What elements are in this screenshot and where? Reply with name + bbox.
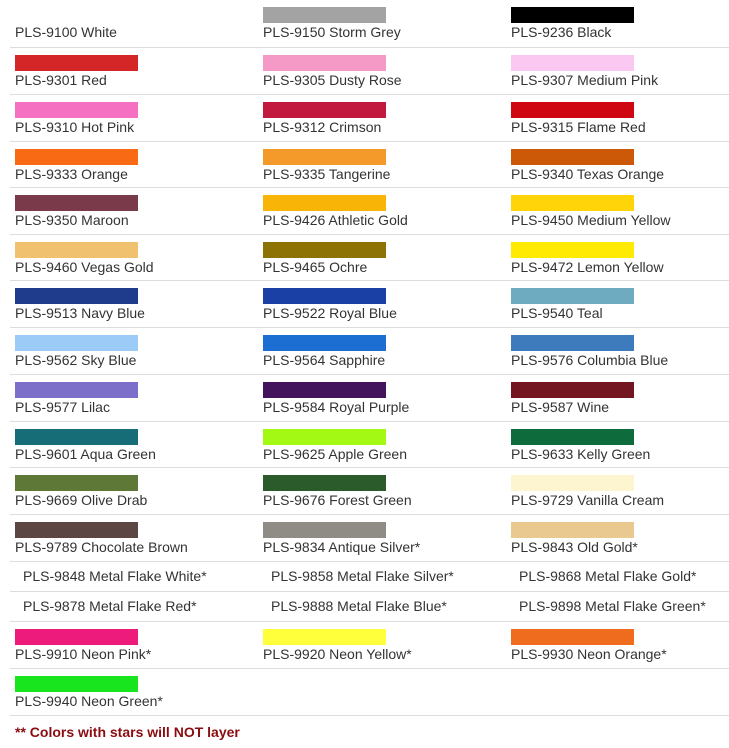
color-cell — [10, 48, 258, 94]
color-swatch — [263, 55, 386, 71]
color-label: PLS-9848 Metal Flake White* — [23, 568, 207, 584]
color-cell — [10, 562, 258, 591]
color-cell — [258, 562, 506, 591]
color-swatch — [511, 242, 634, 258]
color-row — [10, 515, 729, 562]
color-label: PLS-9150 Storm Grey — [263, 24, 401, 40]
color-cell — [258, 328, 506, 374]
color-swatch — [15, 242, 138, 258]
color-cell — [506, 562, 729, 591]
color-cell — [258, 0, 506, 47]
color-cell — [506, 48, 729, 94]
color-cell — [10, 375, 258, 421]
color-swatch — [511, 7, 634, 23]
color-label: PLS-9888 Metal Flake Blue* — [271, 598, 447, 614]
color-label: PLS-9465 Ochre — [263, 259, 368, 275]
color-label: PLS-9910 Neon Pink* — [15, 646, 152, 662]
color-label: PLS-9576 Columbia Blue — [511, 352, 669, 368]
color-cell — [506, 188, 729, 234]
color-label: PLS-9350 Maroon — [15, 212, 129, 228]
color-label: PLS-9333 Orange — [15, 166, 128, 182]
color-row — [10, 622, 729, 669]
color-label: PLS-9307 Medium Pink — [511, 72, 659, 88]
color-label: PLS-9100 White — [15, 24, 117, 40]
color-swatch — [15, 676, 138, 692]
color-label: PLS-9669 Olive Drab — [15, 492, 148, 508]
color-swatch — [511, 382, 634, 398]
color-cell — [506, 328, 729, 374]
color-label: PLS-9625 Apple Green — [263, 446, 407, 462]
color-cell — [258, 95, 506, 141]
color-label: PLS-9236 Black — [511, 24, 612, 40]
color-label: PLS-9878 Metal Flake Red* — [23, 598, 197, 614]
color-row — [10, 375, 729, 422]
color-swatch — [263, 629, 386, 645]
color-label: PLS-9562 Sky Blue — [15, 352, 137, 368]
color-swatch — [511, 149, 634, 165]
color-cell — [506, 95, 729, 141]
color-cell — [258, 592, 506, 621]
color-cell — [506, 422, 729, 467]
color-label: PLS-9633 Kelly Green — [511, 446, 651, 462]
color-row — [10, 592, 729, 622]
color-cell — [258, 235, 506, 280]
color-label: PLS-9426 Athletic Gold — [263, 212, 408, 228]
color-row — [10, 669, 729, 716]
color-cell — [10, 235, 258, 280]
color-swatch — [511, 102, 634, 118]
color-cell — [258, 622, 506, 668]
color-swatch — [263, 335, 386, 351]
color-cell — [258, 188, 506, 234]
color-cell — [506, 142, 729, 187]
color-row — [10, 0, 729, 48]
color-cell — [258, 422, 506, 467]
color-label: PLS-9676 Forest Green — [263, 492, 412, 508]
color-label: PLS-9577 Lilac — [15, 399, 110, 415]
color-swatch — [511, 522, 634, 538]
color-swatch — [511, 195, 634, 211]
color-label: PLS-9522 Royal Blue — [263, 305, 397, 321]
color-swatch — [511, 335, 634, 351]
footnote: ** Colors with stars will NOT layer — [15, 724, 240, 740]
color-row — [10, 142, 729, 188]
color-label: PLS-9472 Lemon Yellow — [511, 259, 664, 275]
color-cell — [10, 188, 258, 234]
color-label: PLS-9843 Old Gold* — [511, 539, 638, 555]
color-label: PLS-9335 Tangerine — [263, 166, 391, 182]
color-swatch — [263, 382, 386, 398]
color-cell — [10, 328, 258, 374]
color-cell — [10, 0, 258, 47]
color-swatch — [15, 288, 138, 304]
color-row — [10, 235, 729, 281]
color-cell — [258, 468, 506, 514]
color-row — [10, 422, 729, 468]
color-label: PLS-9729 Vanilla Cream — [511, 492, 665, 508]
color-cell — [10, 142, 258, 187]
color-swatch — [263, 102, 386, 118]
color-cell — [10, 669, 258, 715]
color-cell — [506, 375, 729, 421]
color-label: PLS-9601 Aqua Green — [15, 446, 156, 462]
color-cell — [258, 48, 506, 94]
color-cell — [10, 422, 258, 467]
color-label: PLS-9898 Metal Flake Green* — [519, 598, 706, 614]
color-cell — [10, 515, 258, 561]
color-swatch — [15, 195, 138, 211]
color-label: PLS-9834 Antique Silver* — [263, 539, 421, 555]
color-cell — [10, 281, 258, 327]
color-cell — [258, 375, 506, 421]
color-swatch — [263, 242, 386, 258]
color-cell — [506, 592, 729, 621]
color-cell — [10, 95, 258, 141]
color-swatch — [511, 475, 634, 491]
color-label: PLS-9584 Royal Purple — [263, 399, 410, 415]
color-label: PLS-9315 Flame Red — [511, 119, 646, 135]
color-cell — [506, 235, 729, 280]
color-swatch — [511, 55, 634, 71]
color-label: PLS-9312 Crimson — [263, 119, 382, 135]
color-label: PLS-9310 Hot Pink — [15, 119, 135, 135]
color-cell — [506, 0, 729, 47]
color-label: PLS-9513 Navy Blue — [15, 305, 145, 321]
color-swatch — [15, 335, 138, 351]
color-cell — [506, 622, 729, 668]
color-row — [10, 48, 729, 95]
color-swatch — [263, 522, 386, 538]
color-row — [10, 281, 729, 328]
color-label: PLS-9868 Metal Flake Gold* — [519, 568, 697, 584]
color-swatch — [15, 7, 138, 23]
color-swatch — [15, 629, 138, 645]
color-swatch — [511, 429, 634, 445]
color-cell — [10, 592, 258, 621]
color-label: PLS-9540 Teal — [511, 305, 603, 321]
color-label: PLS-9460 Vegas Gold — [15, 259, 154, 275]
color-cell — [506, 515, 729, 561]
color-row — [10, 468, 729, 515]
color-swatch — [15, 429, 138, 445]
color-cell — [10, 468, 258, 514]
color-cell — [258, 142, 506, 187]
color-swatch — [15, 475, 138, 491]
color-swatch — [15, 522, 138, 538]
color-swatch — [15, 55, 138, 71]
color-swatch — [15, 382, 138, 398]
color-label: PLS-9789 Chocolate Brown — [15, 539, 188, 555]
color-swatch — [263, 149, 386, 165]
color-label: PLS-9564 Sapphire — [263, 352, 386, 368]
color-row — [10, 188, 729, 235]
color-swatch — [511, 288, 634, 304]
color-swatch — [263, 429, 386, 445]
color-cell — [506, 281, 729, 327]
color-swatch — [263, 475, 386, 491]
color-cell — [258, 281, 506, 327]
color-swatch — [263, 288, 386, 304]
color-row — [10, 328, 729, 375]
color-swatch — [15, 149, 138, 165]
color-label: PLS-9301 Red — [15, 72, 107, 88]
color-label: PLS-9587 Wine — [511, 399, 610, 415]
color-swatch — [263, 195, 386, 211]
color-label: PLS-9940 Neon Green* — [15, 693, 163, 709]
color-label: PLS-9450 Medium Yellow — [511, 212, 671, 228]
color-cell — [506, 468, 729, 514]
color-swatch — [511, 629, 634, 645]
color-label: PLS-9305 Dusty Rose — [263, 72, 402, 88]
color-label: PLS-9920 Neon Yellow* — [263, 646, 412, 662]
color-cell — [258, 515, 506, 561]
color-row — [10, 95, 729, 142]
color-label: PLS-9340 Texas Orange — [511, 166, 665, 182]
color-row — [10, 562, 729, 592]
color-cell — [10, 622, 258, 668]
color-label: PLS-9858 Metal Flake Silver* — [271, 568, 454, 584]
color-swatch — [15, 102, 138, 118]
color-label: PLS-9930 Neon Orange* — [511, 646, 667, 662]
color-swatch — [263, 7, 386, 23]
